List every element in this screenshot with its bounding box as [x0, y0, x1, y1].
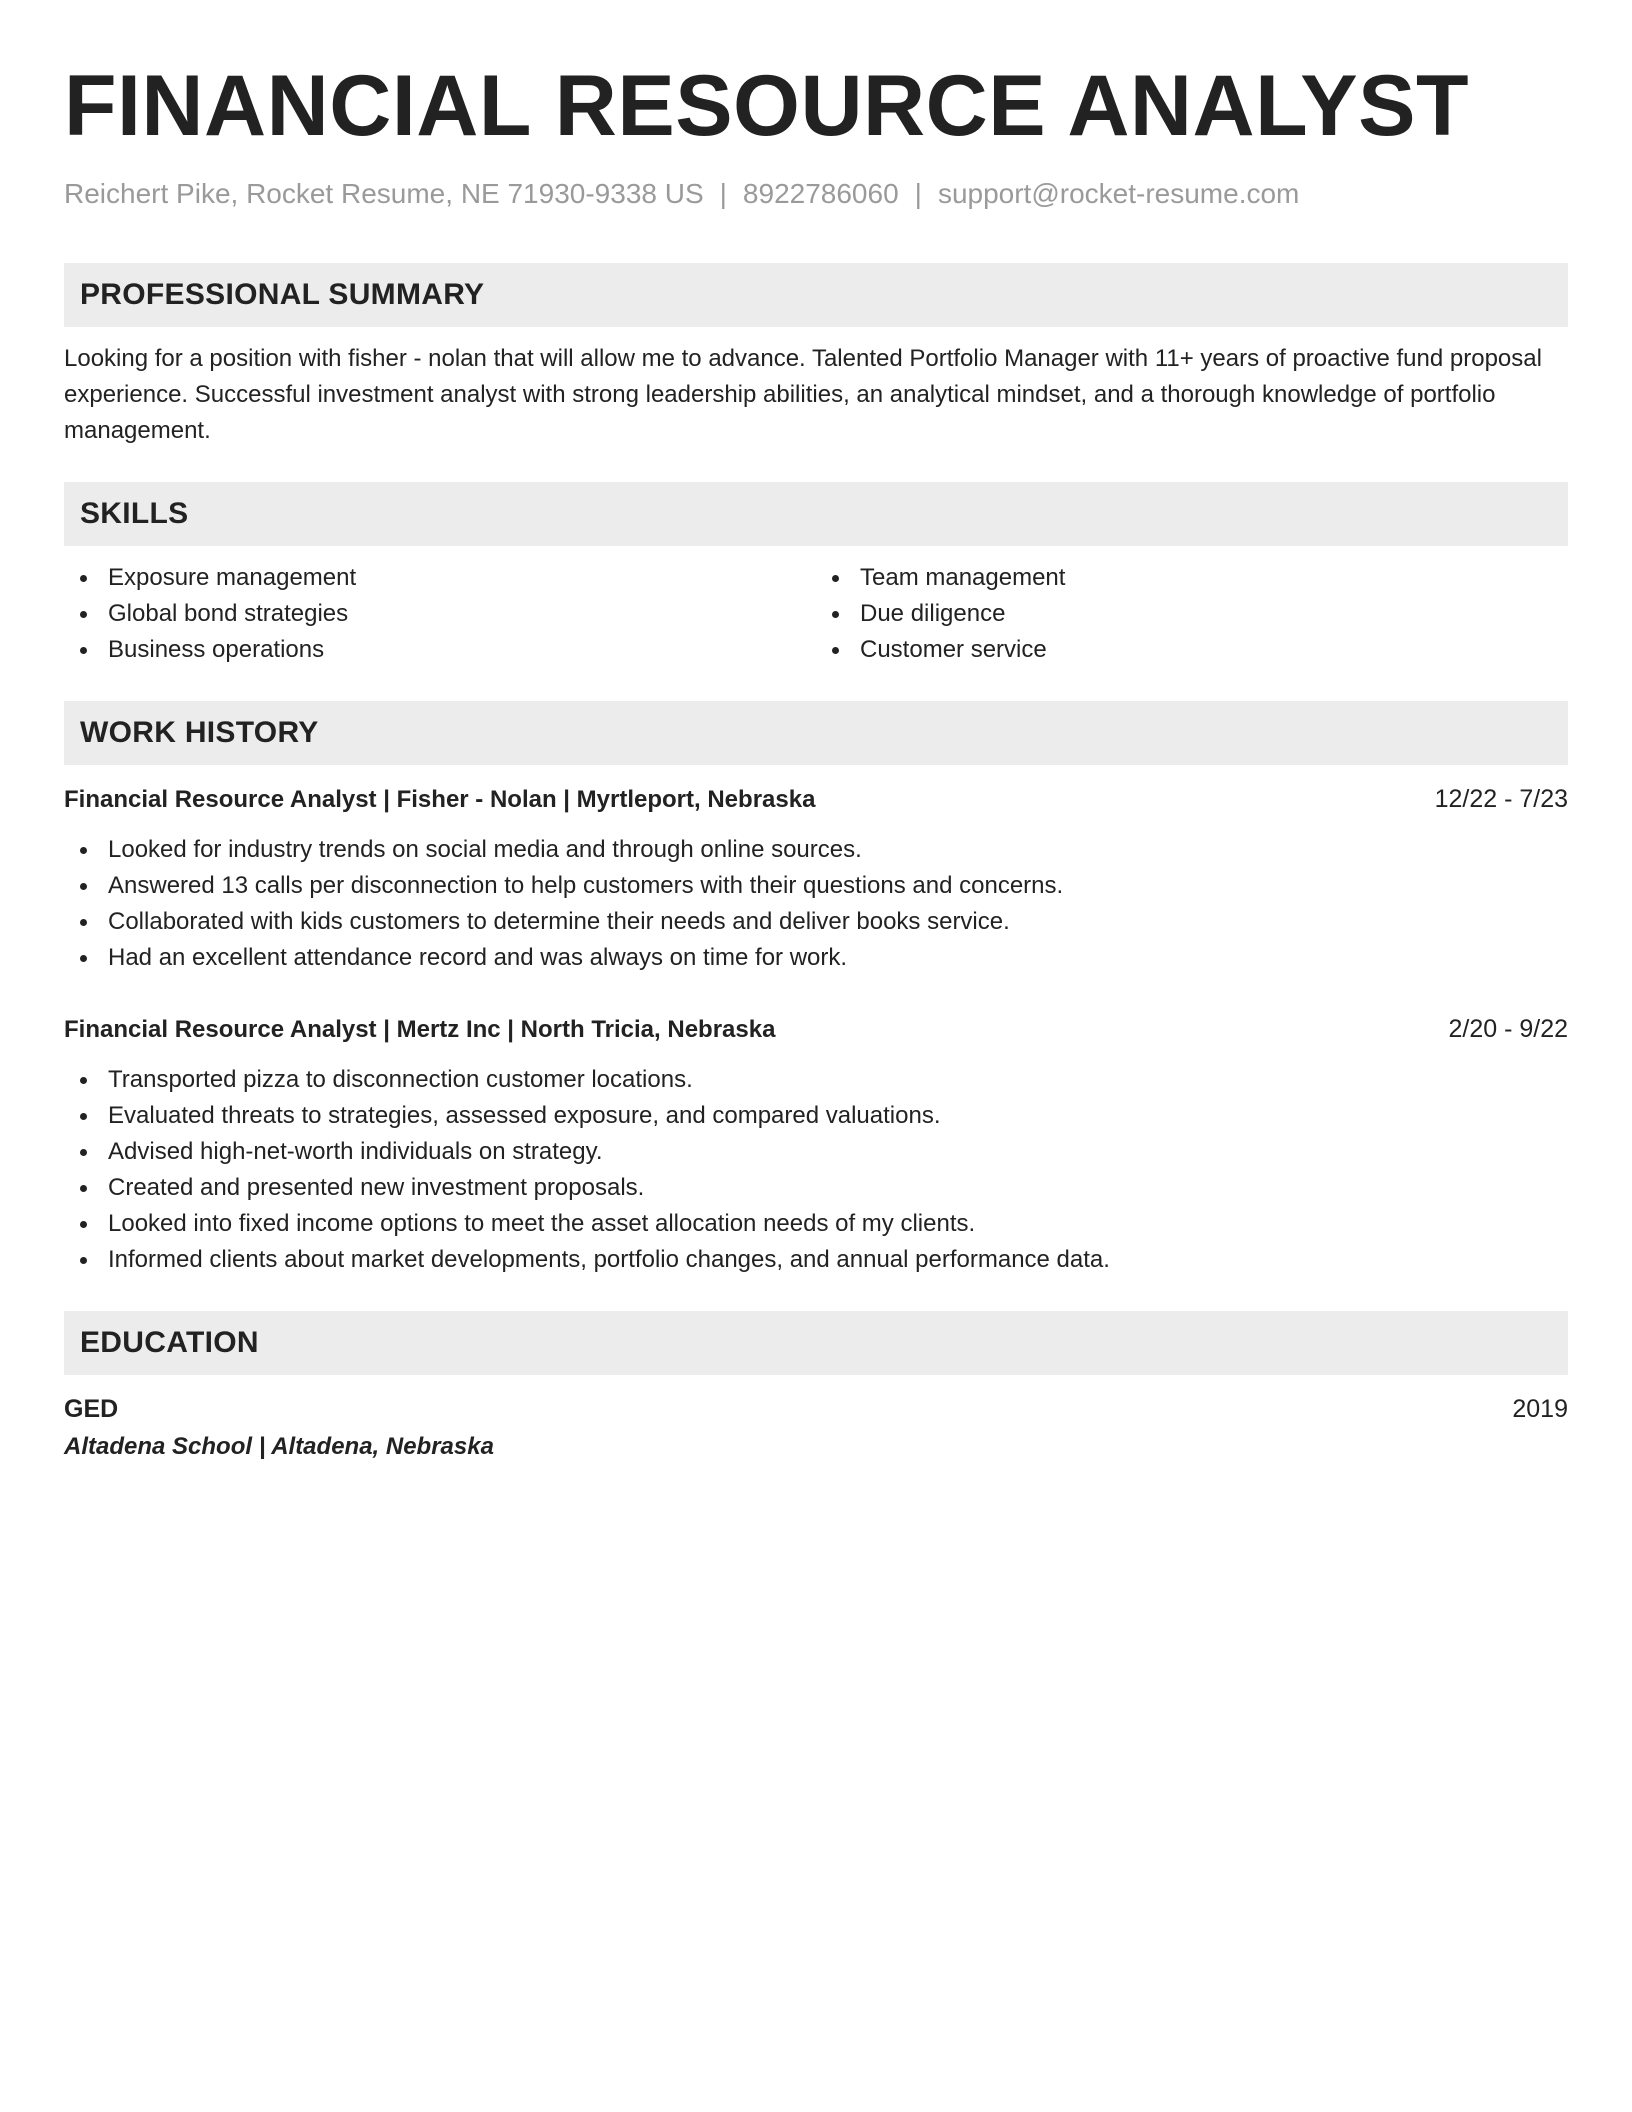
contact-email: support@rocket-resume.com [937, 178, 1300, 209]
bullet-icon [80, 883, 87, 890]
skill-label: Business operations [108, 636, 325, 663]
job-bullet-text: Evaluated threats to strategies, assessed exposure, and compared valuations. [108, 1102, 941, 1129]
skill-label: Exposure management [108, 564, 357, 591]
bullet-icon [80, 1077, 87, 1084]
skill-label: Team management [860, 564, 1066, 591]
bullet-icon [80, 847, 87, 854]
education-header [64, 1391, 1568, 1427]
skills-column-right [816, 560, 1568, 668]
job-bullet-text: Looked into fixed income options to meet the asset allocation needs of my clients. [108, 1210, 976, 1237]
job-title: Financial Resource Analyst | Fisher - Nolan | Myrtleport, Nebraska [64, 786, 816, 813]
job-bullet [64, 1134, 1568, 1170]
bullet-icon [80, 647, 87, 654]
section-heading-skills: SKILLS [64, 482, 1568, 546]
job-dates: 2/20 - 9/22 [1448, 1015, 1568, 1043]
resume-name: FINANCIAL RESOURCE ANALYST [64, 58, 1470, 154]
skills-list [64, 560, 1568, 668]
contact-address: Reichert Pike, Rocket Resume, NE 71930-9338 US [64, 178, 704, 209]
job-bullet-text: Informed clients about market developments, portfolio changes, and annual performance data. [108, 1246, 1110, 1273]
job-bullet [64, 904, 1568, 940]
summary-text: Looking for a position with fisher - nolan that will allow me to advance. Talented Portfolio Manager with 11+ years of proactive fund proposal experience. Successful investment analyst with strong leadership abilities, an analytical mindset, and a thorough knowledge of portfolio management. [64, 345, 1542, 444]
bullet-icon [80, 955, 87, 962]
job-bullets [64, 1062, 1568, 1278]
skill-label: Global bond strategies [108, 600, 349, 627]
education-year: 2019 [1512, 1395, 1568, 1423]
bullet-icon [80, 1257, 87, 1264]
bullet-icon [80, 1149, 87, 1156]
job-dates: 12/22 - 7/23 [1434, 785, 1568, 813]
contact-separator: | [914, 178, 922, 209]
bullet-icon [80, 575, 87, 582]
job-entry [64, 1011, 1568, 1278]
skill-item [816, 596, 1568, 632]
job-bullet-text: Transported pizza to disconnection customer locations. [108, 1066, 693, 1093]
contact-line [64, 176, 1568, 212]
skill-label: Customer service [860, 636, 1047, 663]
job-bullet-text: Answered 13 calls per disconnection to help customers with their questions and concerns. [108, 872, 1064, 899]
section-heading-work-history: WORK HISTORY [64, 701, 1568, 765]
bullet-icon [832, 575, 839, 582]
job-bullet [64, 1062, 1568, 1098]
skill-label: Due diligence [860, 600, 1006, 627]
job-bullet-text: Looked for industry trends on social media and through online sources. [108, 836, 862, 863]
bullet-icon [80, 1221, 87, 1228]
job-bullet [64, 1098, 1568, 1134]
job-entry [64, 781, 1568, 976]
bullet-icon [80, 611, 87, 618]
skills-column-left [64, 560, 816, 668]
job-bullet [64, 868, 1568, 904]
job-bullet-text: Collaborated with kids customers to determine their needs and deliver books service. [108, 908, 1010, 935]
bullet-icon [80, 919, 87, 926]
skill-item [816, 632, 1568, 668]
section-heading-summary: PROFESSIONAL SUMMARY [64, 263, 1568, 327]
contact-separator: | [719, 178, 727, 209]
education-entry [64, 1391, 1568, 1465]
skill-item [64, 632, 816, 668]
job-bullets [64, 832, 1568, 976]
job-title: Financial Resource Analyst | Mertz Inc | North Tricia, Nebraska [64, 1016, 776, 1043]
section-heading-education: EDUCATION [64, 1311, 1568, 1375]
education-degree: GED [64, 1395, 119, 1423]
bullet-icon [80, 1185, 87, 1192]
skill-item [816, 560, 1568, 596]
job-bullet [64, 832, 1568, 868]
education-school: Altadena School | Altadena, Nebraska [64, 1433, 494, 1460]
job-bullet [64, 1206, 1568, 1242]
job-bullet [64, 1170, 1568, 1206]
job-bullet-text: Created and presented new investment proposals. [108, 1174, 645, 1201]
job-bullet [64, 940, 1568, 976]
bullet-icon [832, 647, 839, 654]
skill-item [64, 596, 816, 632]
job-header [64, 1011, 1568, 1048]
job-bullet [64, 1242, 1568, 1278]
job-bullet-text: Had an excellent attendance record and was always on time for work. [108, 944, 848, 971]
job-header [64, 781, 1568, 818]
skill-item [64, 560, 816, 596]
job-bullet-text: Advised high-net-worth individuals on strategy. [108, 1138, 603, 1165]
bullet-icon [832, 611, 839, 618]
contact-phone: 8922786060 [742, 178, 899, 209]
bullet-icon [80, 1113, 87, 1120]
